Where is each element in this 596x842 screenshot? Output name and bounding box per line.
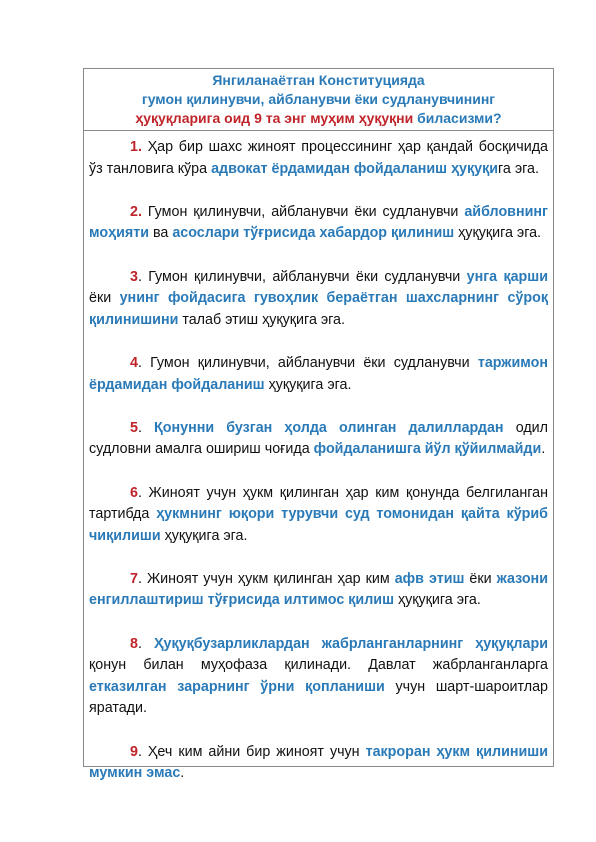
body-text: . Жиноят учун ҳукм қилинган ҳар ким <box>137 570 395 587</box>
header-line-3-blue: биласизми? <box>413 110 502 126</box>
body-text: . Жиноят учун ҳукм қилинган ҳар ким қонунда белгиланган тартибда <box>89 484 548 523</box>
body-text: . Гумон қилинувчи, айбланувчи ёки судланувчи <box>137 268 467 285</box>
highlighted-text: фойдаланишга йўл қўйилмайди <box>313 441 542 458</box>
body-text: ҳуқуқига эга. <box>454 225 542 242</box>
highlighted-text: такроран ҳукм қилиниши мумкин эмас <box>89 743 548 782</box>
highlighted-text: унинг фойдасига гувоҳлик бераётган шахсларнинг сўроқ қилинишини <box>89 290 548 328</box>
highlighted-text: ҳукмнинг юқори турувчи суд томонидан қайта кўриб чиқилиши <box>89 506 548 544</box>
body-text: одил судловни амалга ошириш чоғида <box>89 419 548 458</box>
right-number: 2. <box>130 203 142 220</box>
card-header <box>84 69 553 131</box>
body-text: . <box>180 765 185 782</box>
body-text: . <box>137 419 155 436</box>
right-item <box>89 353 548 396</box>
body-text: га эга. <box>498 160 539 177</box>
right-number: 3 <box>130 268 138 285</box>
header-line-3-red: ҳуқуқларига оид 9 та энг муҳим ҳуқуқни <box>135 110 414 126</box>
right-item <box>89 569 548 612</box>
body-text: . Ҳеч ким айни бир жиноят учун <box>137 743 366 760</box>
right-number: 4 <box>130 354 138 371</box>
right-number: 6 <box>130 484 138 501</box>
body-text: . <box>137 635 154 652</box>
body-text: ва <box>149 225 173 242</box>
header-line-2: гумон қилинувчи, айбланувчи ёки судланувчининг <box>141 91 496 107</box>
highlighted-text: адвокат ёрдамидан фойдаланиш ҳуқуқи <box>211 160 499 177</box>
right-item <box>89 137 548 180</box>
highlighted-text: жазони енгиллаштириш тўғрисида илтимос қилиш <box>89 570 548 609</box>
right-item <box>89 267 548 332</box>
body-text: ҳуқуқига эга. <box>264 376 352 393</box>
right-item <box>89 483 548 548</box>
header-line-3 <box>84 109 553 128</box>
highlighted-text: таржимон ёрдамидан фойдаланиш <box>89 354 548 393</box>
body-text: учун шарт-шароитлар яратади. <box>89 678 548 717</box>
rights-card <box>83 68 554 782</box>
right-number: 5 <box>130 419 138 436</box>
highlighted-text: Ҳуқуқбузарликлардан жабрланганларнинг ҳуқуқлари <box>154 635 548 652</box>
body-text: ёки <box>464 570 497 587</box>
body-text: Гумон қилинувчи, айбланувчи ёки судланувчи <box>141 203 465 220</box>
right-item <box>89 418 548 461</box>
right-number: 7 <box>130 570 138 587</box>
right-item <box>89 634 548 720</box>
highlighted-text: айбловнинг моҳияти <box>89 203 548 242</box>
body-text: ҳуқуқига эга. <box>393 592 481 609</box>
body-text: Ҳар бир шахс жиноят процессининг ҳар қандай босқичида ўз танловига кўра <box>89 139 548 177</box>
right-item <box>89 742 548 785</box>
highlighted-text: афв этиш <box>394 570 465 587</box>
right-number: 1. <box>130 139 142 155</box>
right-number: 9 <box>130 743 138 760</box>
body-text: ҳуқуқига эга. <box>160 527 248 544</box>
rights-list <box>84 131 553 785</box>
header-line-1: Янгиланаётган Конституцияда <box>212 72 425 88</box>
highlighted-text: унга қарши <box>466 268 548 285</box>
body-text: қонун билан муҳофаза қилинади. Давлат жабрланганларга <box>89 657 548 674</box>
right-item <box>89 202 548 245</box>
highlighted-text: етказилган зарарнинг ўрни қопланиши <box>89 678 385 695</box>
highlighted-text: Қонунни бузган ҳолда олинган далиллардан <box>154 419 504 436</box>
body-text: . Гумон қилинувчи, айбланувчи ёки судланувчи <box>137 354 478 371</box>
body-text: талаб этиш ҳуқуқига эга. <box>178 311 345 328</box>
right-number: 8 <box>130 635 138 652</box>
highlighted-text: асослари тўғрисида хабардор қилиниш <box>172 225 455 242</box>
body-text: ёки <box>89 290 120 307</box>
body-text: . <box>541 441 546 458</box>
